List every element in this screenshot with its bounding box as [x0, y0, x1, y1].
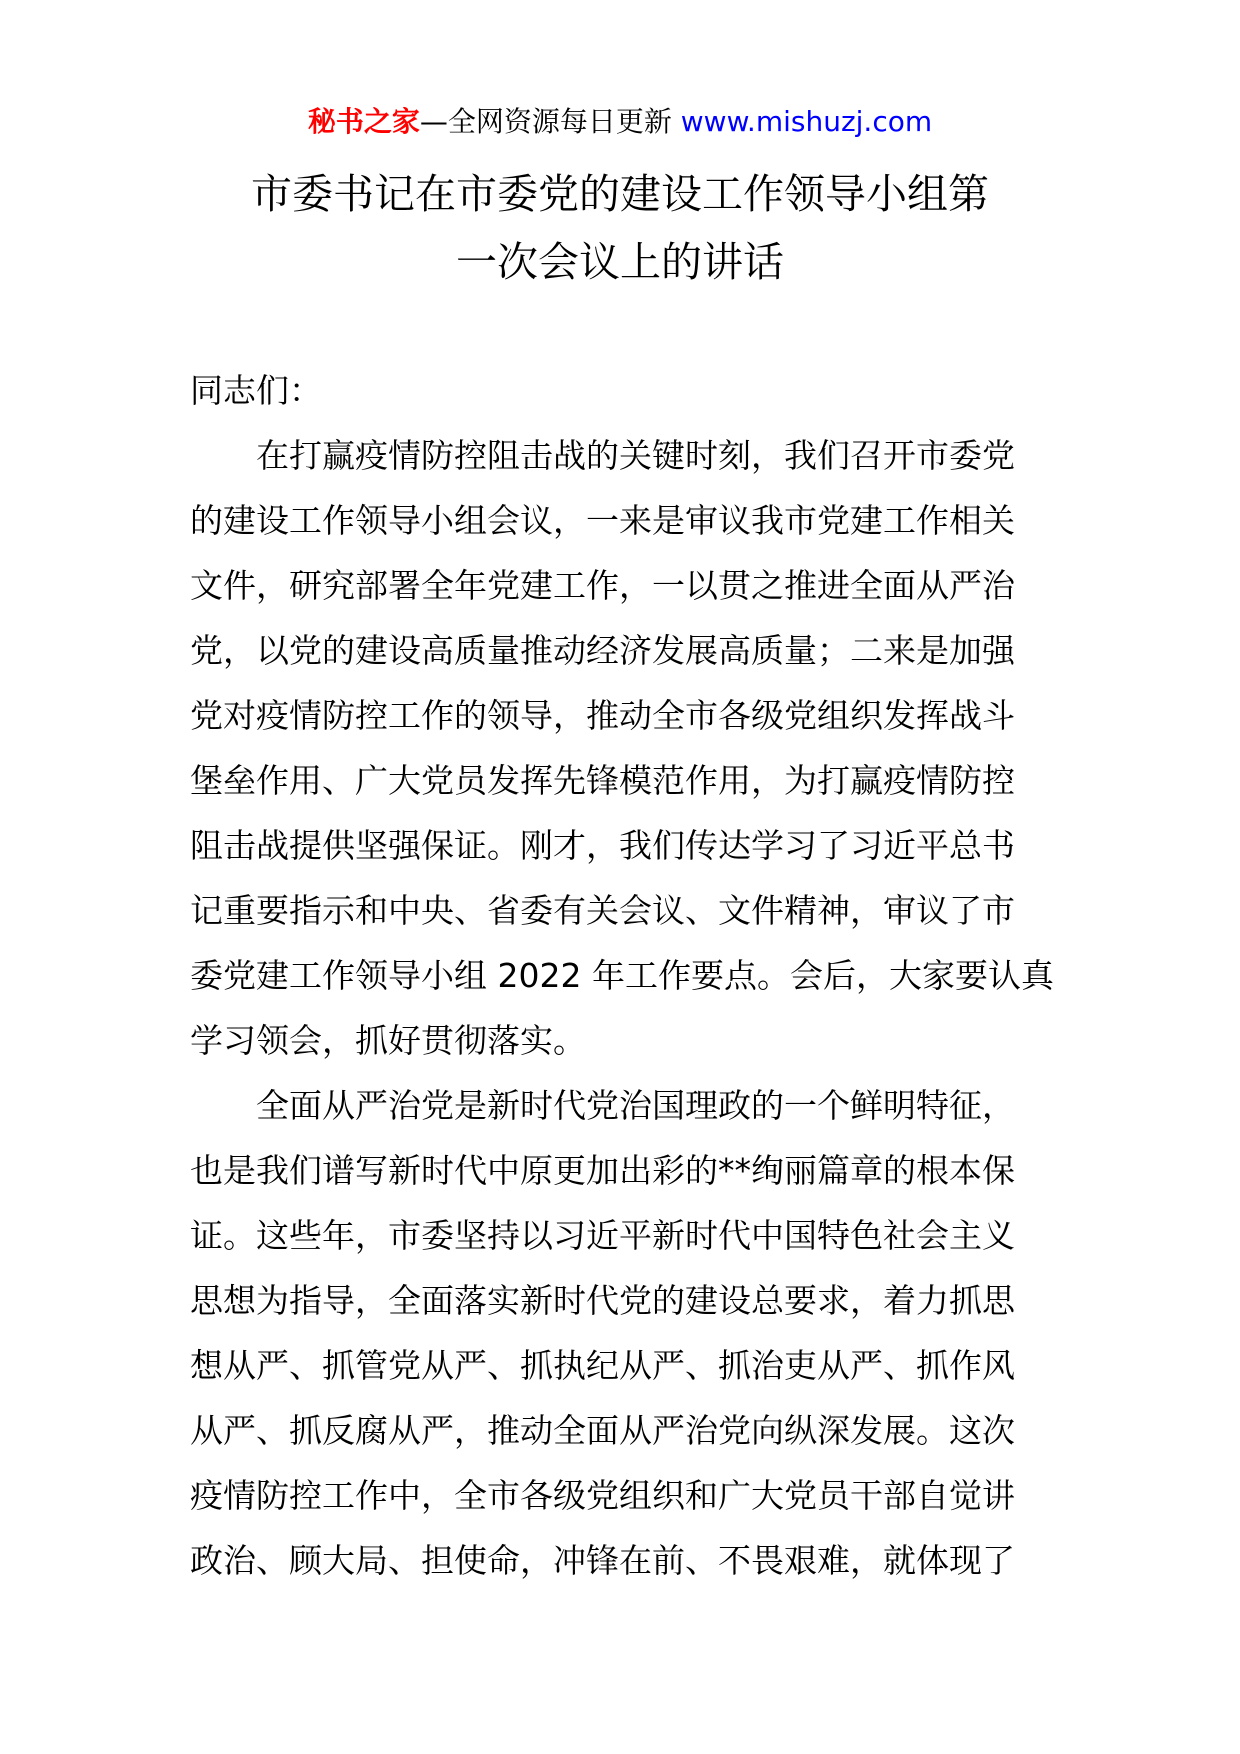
body-line: 堡垒作用、广大党员发挥先锋模范作用，为打赢疫情防控 — [190, 761, 1015, 800]
body-line: 疫情防控工作中，全市各级党组织和广大党员干部自觉讲 — [190, 1476, 1015, 1515]
body-line: 政治、顾大局、担使命，冲锋在前、不畏艰难，就体现了 — [190, 1541, 1015, 1580]
body-line: 证。这些年，市委坚持以习近平新时代中国特色社会主义 — [190, 1216, 1015, 1255]
body-line: 党对疫情防控工作的领导，推动全市各级党组织发挥战斗 — [190, 696, 1015, 735]
body-line: 在打赢疫情防控阻击战的关键时刻，我们召开市委党 — [190, 436, 1015, 475]
body-line: 思想为指导，全面落实新时代党的建设总要求，着力抓思 — [190, 1281, 1015, 1320]
site-header — [0, 102, 1240, 142]
body-line: 阻击战提供坚强保证。刚才，我们传达学习了习近平总书 — [190, 826, 1015, 865]
body-line: 全面从严治党是新时代党治国理政的一个鲜明特征， — [190, 1086, 1015, 1125]
body-line: 的建设工作领导小组会议，一来是审议我市党建工作相关 — [190, 501, 1015, 540]
body-line: 文件，研究部署全年党建工作，一以贯之推进全面从严治 — [190, 566, 1015, 605]
body-line: 也是我们谱写新时代中原更加出彩的**绚丽篇章的根本保 — [190, 1151, 1015, 1190]
site-brand: 秘书之家 — [307, 105, 420, 138]
document-body — [190, 358, 1060, 1593]
body-line: 委党建工作领导小组 2022 年工作要点。会后，大家要认真 — [190, 956, 1054, 995]
body-line: 从严、抓反腐从严，推动全面从严治党向纵深发展。这次 — [190, 1411, 1015, 1450]
body-line: 学习领会，抓好贯彻落实。 — [190, 1021, 586, 1060]
title-line: 市委书记在市委党的建设工作领导小组第 — [251, 170, 989, 218]
title-line: 一次会议上的讲话 — [456, 238, 784, 286]
document-title — [150, 160, 1090, 296]
site-tagline: —全网资源每日更新 — [419, 105, 681, 138]
body-line: 记重要指示和中央、省委有关会议、文件精神，审议了市 — [190, 891, 1015, 930]
body-line: 想从严、抓管党从严、抓执纪从严、抓治吏从严、抓作风 — [190, 1346, 1015, 1385]
site-url-link[interactable]: www.mishuzj.com — [680, 105, 933, 138]
body-line: 党，以党的建设高质量推动经济发展高质量；二来是加强 — [190, 631, 1015, 670]
salutation: 同志们： — [190, 371, 322, 410]
